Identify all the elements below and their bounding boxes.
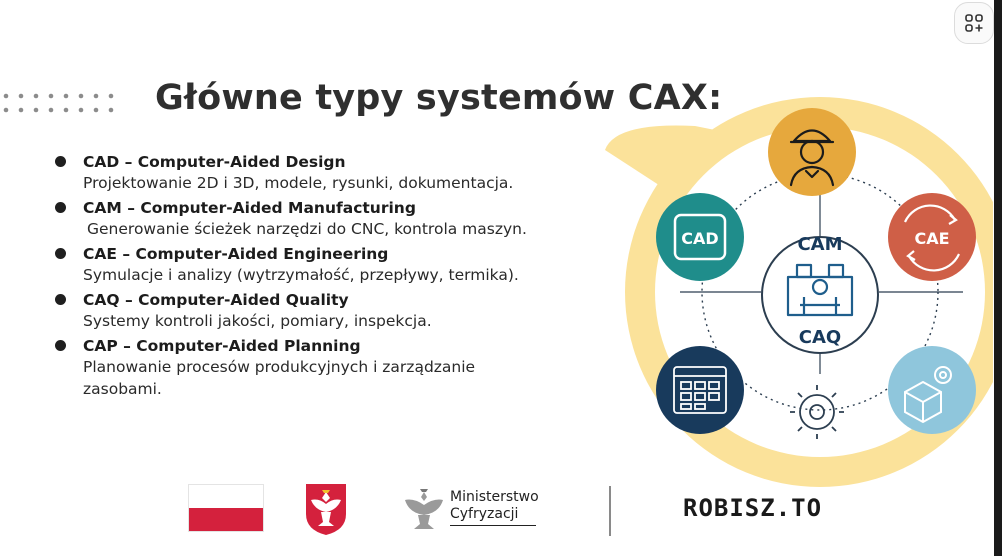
list-item [55,152,615,194]
ministry-name [450,489,539,523]
bullet-icon [55,294,66,305]
robisz-logo: ROBISZ.TO [683,494,823,522]
type-name: CAQ – Computer-Aided Quality [83,291,349,309]
apps-add-button[interactable] [954,2,994,44]
type-description: Planowanie procesów produkcyjnych i zarządzanie zasobami. [83,358,476,398]
list-item [55,198,615,240]
poland-flag-icon [188,484,264,532]
slide-title: Główne typy systemów CAX: [155,78,723,118]
poland-emblem-icon [303,482,349,536]
node-engineer [768,108,856,196]
type-name: CAD – Computer-Aided Design [83,153,346,171]
type-description: Symulacje i analizy (wytrzymałość, przepływy, termika). [83,266,519,284]
node-cae [888,193,976,281]
node-cad [656,193,744,281]
type-description: Projektowanie 2D i 3D, modele, rysunki, dokumentacja. [83,174,514,192]
type-description: Systemy kontroli jakości, pomiary, inspekcja. [83,312,432,330]
footer-divider [609,486,611,536]
ministry-underline [450,525,536,526]
node-cube [888,346,976,434]
cad-label: CAD [681,229,719,248]
apps-add-icon [964,13,984,33]
cax-types-list [55,152,615,404]
bullet-icon [55,340,66,351]
list-item [55,290,615,332]
type-name: CAM – Computer-Aided Manufacturing [83,199,416,217]
ministry-eagle-icon [402,486,446,532]
cam-label: CAM [797,234,843,255]
window-edge [994,0,1002,556]
type-name: CAE – Computer-Aided Engineering [83,245,389,263]
caq-label: CAQ [798,327,842,348]
node-schedule [656,346,744,434]
list-item [55,336,615,400]
bullet-icon [55,248,66,259]
decorative-dot-grid [0,90,130,120]
list-item [55,244,615,286]
type-name: CAP – Computer-Aided Planning [83,337,361,355]
cax-diagram [575,92,993,488]
bullet-icon [55,202,66,213]
bullet-icon [55,156,66,167]
type-description: Generowanie ścieżek narzędzi do CNC, kontrola maszyn. [87,220,527,238]
ministry-line-2: Cyfryzacji [450,506,519,522]
ministry-line-1: Ministerstwo [450,489,539,505]
cae-label: CAE [914,229,950,248]
